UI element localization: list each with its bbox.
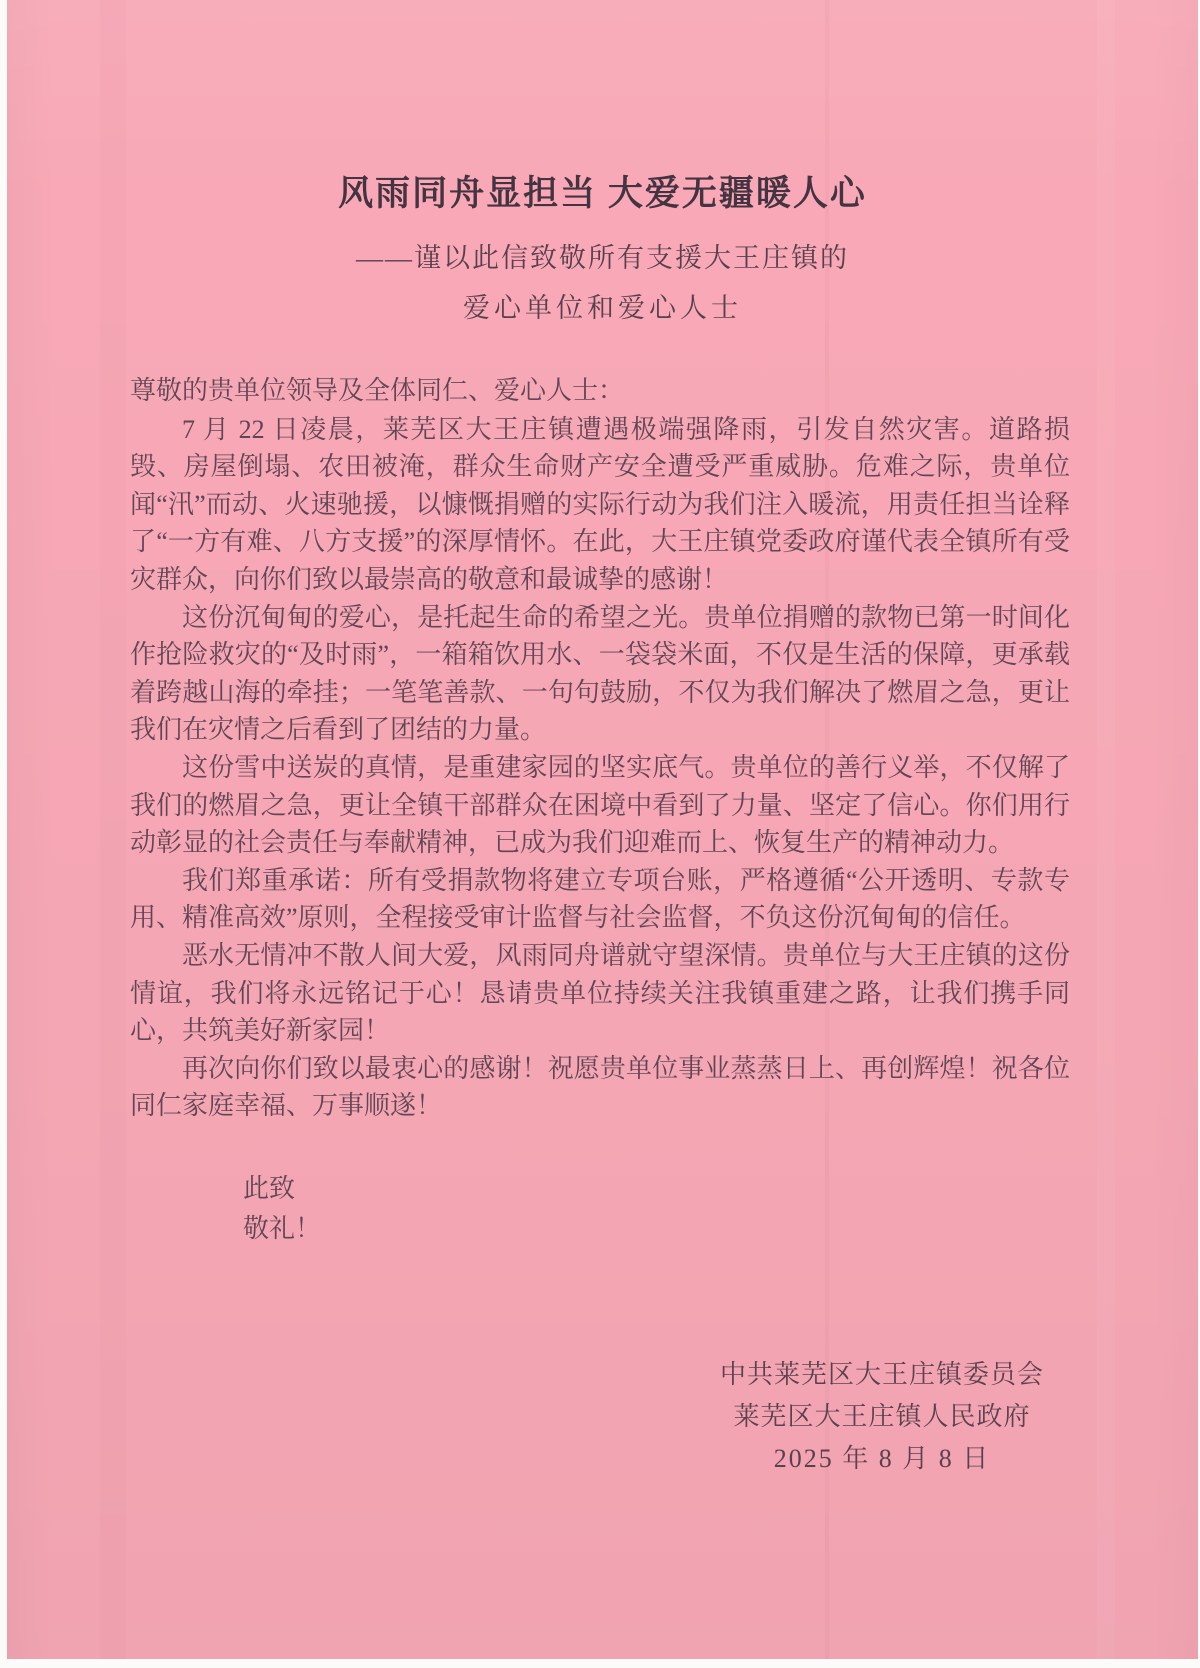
signature-party-committee: 中共莱芜区大王庄镇委员会 bbox=[719, 1360, 1044, 1389]
paragraph-final-wishes: 再次向你们致以最衷心的感谢！祝愿贵单位事业蒸蒸日上、再创辉煌！祝各位同仁家庭幸福、万事顺遂！ bbox=[130, 1053, 1070, 1121]
pink-letter-paper bbox=[7, 0, 1198, 1659]
paragraph-disaster-and-thanks: 7 月 22 日凌晨，莱芜区大王庄镇遭遇极端强降雨，引发自然灾害。道路损毁、房屋倒塌、农田被淹，群众生命财产安全遭受严重威胁。危难之际，贵单位闻“汛”而动、火速驰援，以慷慨捐赠的实际行动为我们注入暖流，用责任担当诠释了“一方有难、八方支援”的深厚情怀。在此，大王庄镇党委政府谨代表全镇所有受灾群众，向你们致以最崇高的敬意和最诚挚的感谢！ bbox=[130, 414, 1070, 594]
letter-body bbox=[130, 372, 1070, 1125]
signature-date: 2025 年 8 月 8 日 bbox=[773, 1444, 991, 1473]
paragraph-donations-hope: 这份沉甸甸的爱心，是托起生命的希望之光。贵单位捐赠的款物已第一时间化作抢险救灾的“及时雨”，一箱箱饮用水、一袋袋米面，不仅是生活的保障，更承载着跨越山海的牵挂；一笔笔善款、一句句鼓励，不仅为我们解决了燃眉之急，更让我们在灾情之后看到了团结的力量。 bbox=[130, 602, 1070, 745]
signature-people-government: 莱芜区大王庄镇人民政府 bbox=[733, 1402, 1031, 1431]
letter-title: 风雨同舟显担当 大爱无疆暖人心 bbox=[338, 174, 867, 213]
paragraph-rebuilding-confidence: 这份雪中送炭的真情，是重建家园的坚实底气。贵单位的善行义举，不仅解了我们的燃眉之急，更让全镇干部群众在困境中看到了力量、坚定了信心。你们用行动彰显的社会责任与奉献精神，已成为我们迎难而上、恢复生产的精神动力。 bbox=[130, 752, 1070, 858]
signature-block bbox=[647, 1362, 1117, 1472]
salutation-line: 尊敬的贵单位领导及全体同仁、爱心人士： bbox=[130, 376, 625, 405]
letter-subtitle-dedication: ——谨以此信致敬所有支援大王庄镇的 bbox=[356, 243, 849, 273]
paragraph-lasting-friendship: 恶水无情冲不散人间大爱，风雨同舟谱就守望深情。贵单位与大王庄镇的这份情谊，我们将永远铭记于心！恳请贵单位持续关注我镇重建之路，让我们携手同心，共筑美好新家园！ bbox=[130, 940, 1070, 1046]
letter-subtitle-recipients: 爱心单位和爱心人士 bbox=[463, 293, 742, 323]
closing-cizhi: 此致 bbox=[243, 1173, 296, 1203]
letter-closing bbox=[130, 1169, 1198, 1249]
paragraph-solemn-promise: 我们郑重承诺：所有受捐款物将建立专项台账，严格遵循“公开透明、专款专用、精准高效”原则，全程接受审计监督与社会监督，不负这份沉甸甸的信任。 bbox=[130, 865, 1070, 933]
closing-jingli: 敬礼！ bbox=[243, 1213, 322, 1243]
